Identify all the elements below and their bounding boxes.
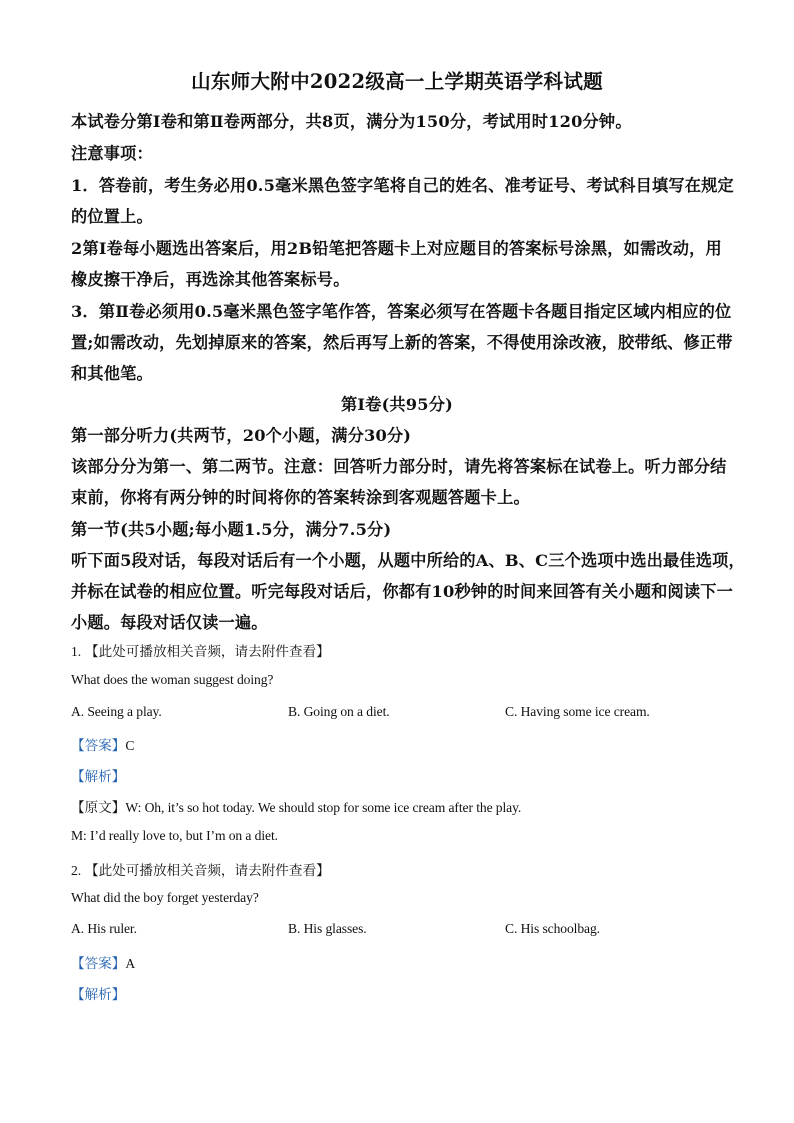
question-1-text: What does the woman suggest doing? <box>71 672 274 687</box>
question-2-answer-value: A <box>125 956 136 971</box>
part-1-desc-line-1: 该部分分为第一、第二两节。注意：回答听力部分时，请先将答案标在试卷上。听力部分结 <box>71 457 727 476</box>
question-1-option-c: C. Having some ice cream. <box>505 704 650 719</box>
question-2-option-b: B. His glasses. <box>288 921 367 936</box>
question-2-audio-note: 【此处可播放相关音频，请去附件查看】 <box>85 863 330 879</box>
question-1-answer-tag: 【答案】 <box>71 738 126 754</box>
note-1-line-2: 的位置上。 <box>71 207 153 226</box>
question-1-transcript-line-2: M: I’d really love to, but I’m on a diet. <box>71 828 278 843</box>
question-1-analysis-tag: 【解析】 <box>71 769 126 785</box>
question-1-transcript <box>71 796 521 817</box>
question-2-analysis-tag: 【解析】 <box>71 987 126 1003</box>
question-1-transcript-line-1: W: Oh, it’s so hot today. We should stop for some ice cream after the play. <box>125 800 522 815</box>
note-3-line-1: 3．第Ⅱ卷必须用0.5毫米黑色签字笔作答，答案必须写在答题卡各题目指定区域内相应的位 <box>71 302 732 321</box>
question-1-number: 1. <box>71 644 81 659</box>
question-2-text: What did the boy forget yesterday? <box>71 890 259 905</box>
part-1-title: 第一部分听力(共两节，20个小题，满分30分) <box>71 426 412 445</box>
page-title: 山东师大附中2022级高一上学期英语学科试题 <box>191 70 603 93</box>
section-1-title: 第一节(共5小题;每小题1.5分，满分7.5分) <box>71 520 392 539</box>
question-2-answer-tag: 【答案】 <box>71 956 126 972</box>
section-1-desc-line-2: 并标在试卷的相应位置。听完每段对话后，你都有10秒钟的时间来回答有关小题和阅读下一 <box>71 582 734 601</box>
question-1-option-b: B. Going on a diet. <box>288 704 390 719</box>
note-3-line-3: 和其他笔。 <box>71 364 153 383</box>
question-1-transcript-tag: 【原文】 <box>71 800 126 816</box>
question-1-audio-line <box>71 640 330 661</box>
question-2-audio-line <box>71 859 330 880</box>
note-2-line-1: 2第Ⅰ卷每小题选出答案后，用2B铅笔把答题卡上对应题目的答案标号涂黑，如需改动，用 <box>71 239 722 258</box>
note-3-line-2: 置;如需改动，先划掉原来的答案，然后再写上新的答案，不得使用涂改液，胶带纸、修正带 <box>71 333 733 352</box>
question-2-option-c: C. His schoolbag. <box>505 921 600 936</box>
note-2-line-2: 橡皮擦干净后，再选涂其他答案标号。 <box>71 270 350 289</box>
part-1-desc-line-2: 束前，你将有两分钟的时间将你的答案转涂到客观题答题卡上。 <box>71 488 530 507</box>
section-1-desc-line-3: 小题。每段对话仅读一遍。 <box>71 613 268 632</box>
question-1-answer <box>71 734 134 755</box>
question-2-answer <box>71 952 135 973</box>
note-1-line-1: 1．答卷前，考生务必用0.5毫米黑色签字笔将自己的姓名、准考证号、考试科目填写在规定 <box>71 176 734 195</box>
question-2-option-a: A. His ruler. <box>71 921 137 936</box>
volume-title: 第I卷(共95分) <box>341 395 453 414</box>
intro-text: 本试卷分第Ⅰ卷和第Ⅱ卷两部分，共8页，满分为150分，考试用时120分钟。 <box>71 112 632 131</box>
section-1-desc-line-1: 听下面5段对话，每段对话后有一个小题，从题中所给的A、B、C三个选项中选出最佳选项， <box>71 551 745 570</box>
question-1-answer-value: C <box>125 738 135 753</box>
question-2-number: 2. <box>71 863 81 878</box>
notes-heading: 注意事项： <box>71 144 153 163</box>
question-1-audio-note: 【此处可播放相关音频，请去附件查看】 <box>85 644 330 660</box>
question-1-option-a: A. Seeing a play. <box>71 704 162 719</box>
